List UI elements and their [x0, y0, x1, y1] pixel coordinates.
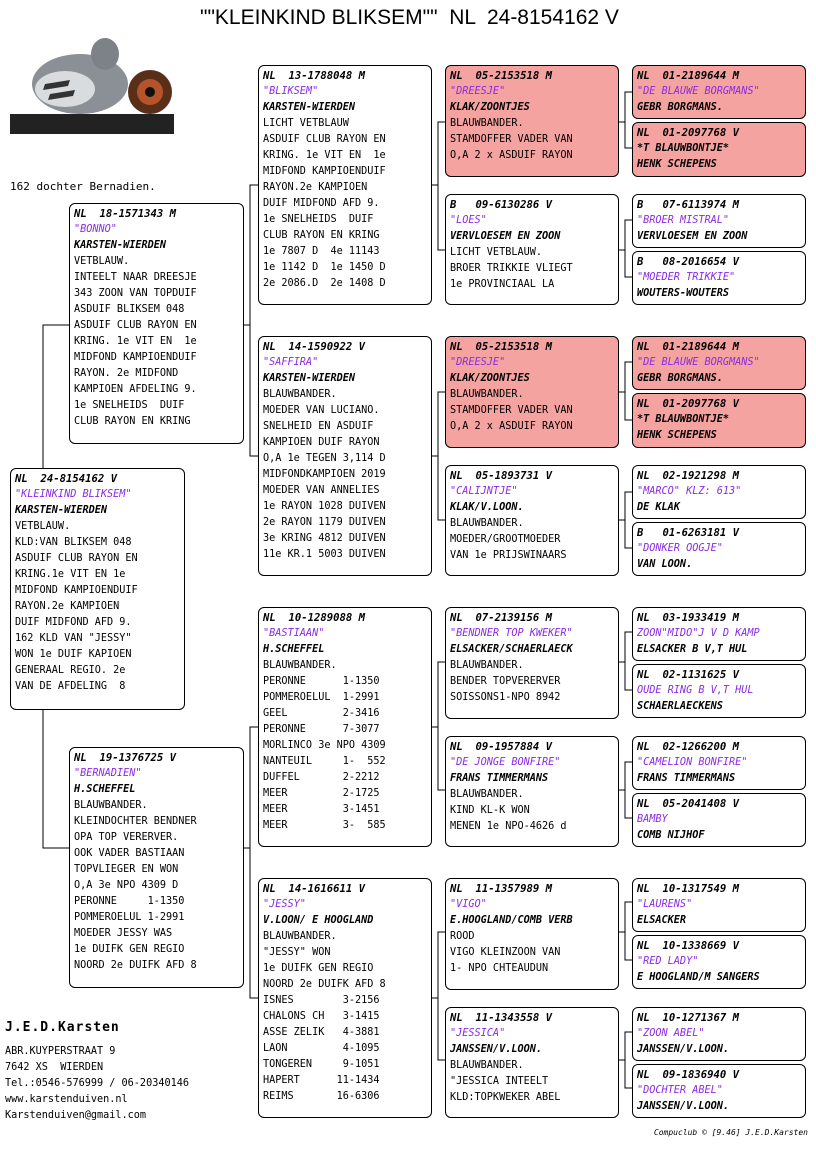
pigeon-name: "DONKER OOGJE" [637, 543, 723, 554]
ring-number: NL 11-1343558 V [450, 1012, 553, 1024]
info-line: KRING.1e VIT EN 1e [15, 569, 126, 580]
info-line: ASDUIF CLUB RAYON EN [74, 320, 197, 331]
info-line: ISNES 3-2156 [263, 995, 380, 1006]
gg-grandparent-card[interactable] [632, 65, 806, 119]
info-line: CHALONS CH 3-1415 [263, 1011, 380, 1022]
dam-card[interactable] [69, 747, 244, 988]
info-line: VETBLAUW. [74, 256, 130, 267]
ring-number: NL 01-2189644 M [637, 341, 740, 353]
great-grandparent-card[interactable] [445, 336, 619, 448]
info-line: 1e PROVINCIAAL LA [450, 279, 555, 290]
ring-number: NL 05-2153518 M [450, 70, 553, 82]
owner: E.HOOGLAND/COMB VERB [450, 915, 573, 926]
gg-grandparent-card[interactable] [632, 793, 806, 847]
info-line: MOEDER/GROOTMOEDER [450, 534, 561, 545]
info-line: KRING. 1e VIT EN 1e [263, 150, 386, 161]
info-line: NANTEUIL 1- 552 [263, 756, 386, 767]
subtitle: 162 dochter Bernadien. [10, 180, 156, 193]
owner: ELSACKER B V,T HUL [637, 644, 748, 655]
ring-number: NL 11-1357989 M [450, 883, 553, 895]
postal-line: 7642 XS WIERDEN [5, 1062, 104, 1073]
pigeon-name: "DOCHTER ABEL" [637, 1085, 723, 1096]
info-line: NOORD 2e DUIFK AFD 8 [263, 979, 386, 990]
pigeon-name: "CAMELION BONFIRE" [637, 757, 748, 768]
gg-grandparent-card[interactable] [632, 194, 806, 248]
email-link[interactable]: Karstenduiven@gmail.com [5, 1110, 147, 1121]
info-line: MIDFOND KAMPIOENDUIF [15, 585, 138, 596]
owner: COMB NIJHOF [637, 830, 705, 841]
website-link[interactable]: www.karstenduiven.nl [5, 1094, 128, 1105]
info-line: 1e DUIFK GEN REGIO [74, 944, 185, 955]
info-line: INTEELT NAAR DREESJE [74, 272, 197, 283]
info-line: KLD:VAN BLIKSEM 048 [15, 537, 132, 548]
great-grandparent-card[interactable] [445, 1007, 619, 1118]
info-line: BLAUWBANDER. [450, 389, 524, 400]
owner: VERVLOESEM EN ZOON [637, 231, 748, 242]
gg-grandparent-card[interactable] [632, 1007, 806, 1061]
info-line: GENERAAL REGIO. 2e [15, 665, 126, 676]
owner: ELSACKER [637, 915, 687, 926]
owner: FRANS TIMMERMANS [637, 773, 736, 784]
info-line: PERONNE 1-1350 [263, 676, 380, 687]
owner: SCHAERLAECKENS [637, 701, 723, 712]
gg-grandparent-card[interactable] [632, 522, 806, 576]
gg-grandparent-card[interactable] [632, 935, 806, 989]
ring-number: NL 01-2189644 M [637, 70, 740, 82]
ring-number: NL 18-1571343 M [74, 208, 177, 220]
ring-number: NL 19-1376725 V [74, 752, 177, 764]
info-line: BLAUWBANDER. [450, 518, 524, 529]
grandparent-card[interactable] [258, 336, 432, 576]
gg-grandparent-card[interactable] [632, 122, 806, 177]
info-line: KAMPIOEN AFDELING 9. [74, 384, 197, 395]
pigeon-name: "BLIKSEM" [263, 86, 319, 97]
owner: VERVLOESEM EN ZOON [450, 231, 561, 242]
info-line: KAMPIOEN DUIF RAYON [263, 437, 380, 448]
ring-number: B 01-6263181 V [637, 527, 740, 539]
pigeon-name: "CALIJNTJE" [450, 486, 518, 497]
info-line: RAYON.2e KAMPIOEN [263, 182, 368, 193]
pigeon-name: "DREESJE" [450, 357, 506, 368]
pigeon-name: "JESSY" [263, 899, 306, 910]
info-line: BLAUWBANDER. [450, 118, 524, 129]
gg-grandparent-card[interactable] [632, 336, 806, 390]
info-line: MIDFOND KAMPIOENDUIF [74, 352, 197, 363]
pigeon-name: ZOON"MIDO"J V D KAMP [637, 628, 760, 639]
info-line: BENDER TOPVERERVER [450, 676, 561, 687]
owner: GEBR BORGMANS. [637, 373, 723, 384]
info-line: PERONNE 1-1350 [74, 896, 185, 907]
info-line: MEER 3-1451 [263, 804, 380, 815]
ring-number: NL 01-2097768 V [637, 398, 740, 410]
pigeon-name: "DE JONGE BONFIRE" [450, 757, 561, 768]
ring-number: NL 09-1836940 V [637, 1069, 740, 1081]
info-line: 2e RAYON 1179 DUIVEN [263, 517, 386, 528]
ring-number: NL 02-1921298 M [637, 470, 740, 482]
info-line: WON 1e DUIF KAPIOEN [15, 649, 132, 660]
ring-number: NL 10-1271367 M [637, 1012, 740, 1024]
owner: E HOOGLAND/M SANGERS [637, 972, 760, 983]
owner: KLAK/ZOONTJES [450, 373, 530, 384]
info-line: REIMS 16-6306 [263, 1091, 380, 1102]
info-line: LICHT VETBLAUW [263, 118, 349, 129]
ring-number: NL 09-1957884 V [450, 741, 553, 753]
gg-grandparent-card[interactable] [632, 664, 806, 718]
info-line: MOEDER VAN ANNELIES [263, 485, 380, 496]
info-line: DUIF MIDFOND AFD 9. [15, 617, 132, 628]
info-line: 3e KRING 4812 DUIVEN [263, 533, 386, 544]
gg-grandparent-card[interactable] [632, 607, 806, 661]
pigeon-name: "BERNADIEN" [74, 768, 142, 779]
owner: DE KLAK [637, 502, 680, 513]
pigeon-name: "KLEINKIND BLIKSEM" [15, 489, 132, 500]
pigeon-name: "BROER MISTRAL" [637, 215, 730, 226]
owner: JANSSEN/V.LOON. [450, 1044, 543, 1055]
info-line: 343 ZOON VAN TOPDUIF [74, 288, 197, 299]
ring-number: NL 07-2139156 M [450, 612, 553, 624]
ring-number: NL 24-8154162 V [15, 473, 118, 485]
info-line: CLUB RAYON EN KRING [74, 416, 191, 427]
ring-number: B 07-6113974 M [637, 199, 740, 211]
owner: WOUTERS-WOUTERS [637, 288, 730, 299]
info-line: VIGO KLEINZOON VAN [450, 947, 561, 958]
pigeon-name: BAMBY [637, 814, 668, 825]
owner: GEBR BORGMANS. [637, 102, 723, 113]
great-grandparent-card[interactable] [445, 194, 619, 305]
gg-grandparent-card[interactable] [632, 736, 806, 790]
info-line: 1e SNELHEIDS DUIF [263, 214, 374, 225]
info-line: SNELHEID EN ASDUIF [263, 421, 374, 432]
info-line: 1e RAYON 1028 DUIVEN [263, 501, 386, 512]
pigeon-name: "LOES" [450, 215, 487, 226]
gg-grandparent-card[interactable] [632, 251, 806, 305]
ring-number: NL 05-2153518 M [450, 341, 553, 353]
info-line: MEER 3- 585 [263, 820, 386, 831]
breeder-name: J.E.D.Karsten [5, 1020, 120, 1035]
page-title: ""KLEINKIND BLIKSEM"" NL 24-8154162 V [200, 6, 619, 29]
ring-number: NL 14-1590922 V [263, 341, 366, 353]
ring-number: NL 13-1788048 M [263, 70, 366, 82]
info-line: VAN DE AFDELING 8 [15, 681, 126, 692]
ring-number: NL 14-1616611 V [263, 883, 366, 895]
owner: H.SCHEFFEL [74, 784, 136, 795]
info-line: 1- NPO CHTEAUDUN [450, 963, 549, 974]
grandparent-card[interactable] [258, 65, 432, 305]
ring-number: NL 03-1933419 M [637, 612, 740, 624]
pigeon-photo [10, 14, 174, 134]
sire-card[interactable] [69, 203, 244, 444]
gg-grandparent-card[interactable] [632, 1064, 806, 1118]
info-line: KRING. 1e VIT EN 1e [74, 336, 197, 347]
info-line: KLD:TOPKWEKER ABEL [450, 1092, 561, 1103]
ring-number: NL 02-1266200 M [637, 741, 740, 753]
info-line: DUFFEL 2-2212 [263, 772, 380, 783]
info-line: MIDFONDKAMPIOEN 2019 [263, 469, 386, 480]
info-line: BLAUWBANDER. [74, 800, 148, 811]
info-line: BLAUWBANDER. [263, 389, 337, 400]
ring-number: NL 05-2041408 V [637, 798, 740, 810]
info-line: NOORD 2e DUIFK AFD 8 [74, 960, 197, 971]
pigeon-name: "BENDNER TOP KWEKER" [450, 628, 573, 639]
great-grandparent-card[interactable] [445, 65, 619, 177]
grandparent-card[interactable] [258, 878, 432, 1118]
owner: *T BLAUWBONTJE* [637, 414, 730, 425]
info-line: 162 KLD VAN "JESSY" [15, 633, 132, 644]
info-line: "JESSICA INTEELT [450, 1076, 549, 1087]
info-line: MOEDER JESSY WAS [74, 928, 173, 939]
info-line: MOEDER VAN LUCIANO. [263, 405, 380, 416]
info-line: STAMDOFFER VADER VAN [450, 134, 573, 145]
pigeon-name: "RED LADY" [637, 956, 699, 967]
info-line: LAON 4-1095 [263, 1043, 380, 1054]
info-line: BLAUWBANDER. [450, 789, 524, 800]
pigeon-name: "BASTIAAN" [263, 628, 325, 639]
info-line: RAYON.2e KAMPIOEN [15, 601, 120, 612]
ring-number: B 09-6130286 V [450, 199, 553, 211]
ring-number: NL 02-1131625 V [637, 669, 740, 681]
pigeon-name: "MOEDER TRIKKIE" [637, 272, 736, 283]
info-line: TOPVLIEGER EN WON [74, 864, 179, 875]
pigeon-name: "DE BLAUWE BORGMANS" [637, 86, 760, 97]
info-line: MENEN 1e NPO-4626 d [450, 821, 567, 832]
info-line: O,A 1e TEGEN 3,114 D [263, 453, 386, 464]
software-credit: Compuclub © [9.46] J.E.D.Karsten [653, 1128, 808, 1137]
pigeon-name: "SAFFIRA" [263, 357, 319, 368]
info-line: RAYON. 2e MIDFOND [74, 368, 179, 379]
info-line: TONGEREN 9-1051 [263, 1059, 380, 1070]
great-grandparent-card[interactable] [445, 607, 619, 719]
owner: V.LOON/ E HOOGLAND [263, 915, 374, 926]
pigeon-name: "LAURENS" [637, 899, 693, 910]
info-line: 1e 1142 D 1e 1450 D [263, 262, 386, 273]
info-line: ASDUIF CLUB RAYON EN [263, 134, 386, 145]
info-line: ASDUIF BLIKSEM 048 [74, 304, 185, 315]
owner: KLAK/ZOONTJES [450, 102, 530, 113]
info-line: OPA TOP VERERVER. [74, 832, 179, 843]
info-line: "JESSY" WON [263, 947, 331, 958]
pigeon-name: "DREESJE" [450, 86, 506, 97]
info-line: DUIF MIDFOND AFD 9. [263, 198, 380, 209]
ring-number: NL 10-1317549 M [637, 883, 740, 895]
pigeon-name: "JESSICA" [450, 1028, 506, 1039]
info-line: VAN 1e PRIJSWINAARS [450, 550, 567, 561]
ring-number: NL 01-2097768 V [637, 127, 740, 139]
grandparent-card[interactable] [258, 607, 432, 847]
great-grandparent-card[interactable] [445, 465, 619, 576]
address-line: ABR.KUYPERSTRAAT 9 [5, 1046, 116, 1057]
owner-secondary: HENK SCHEPENS [637, 159, 717, 170]
owner: H.SCHEFFEL [263, 644, 325, 655]
info-line: O,A 2 x ASDUIF RAYON [450, 421, 573, 432]
pigeon-name: "VIGO" [450, 899, 487, 910]
gg-grandparent-card[interactable] [632, 878, 806, 932]
info-line: HAPERT 11-1434 [263, 1075, 380, 1086]
owner: KARSTEN-WIERDEN [15, 505, 108, 516]
gg-grandparent-card[interactable] [632, 465, 806, 519]
great-grandparent-card[interactable] [445, 878, 619, 990]
info-line: KIND KL-K WON [450, 805, 530, 816]
owner: FRANS TIMMERMANS [450, 773, 549, 784]
info-line: VETBLAUW. [15, 521, 71, 532]
info-line: MORLINCO 3e NPO 4309 [263, 740, 386, 751]
info-line: 1e SNELHEIDS DUIF [74, 400, 185, 411]
ring-number: NL 10-1289088 M [263, 612, 366, 624]
ring-number: NL 05-1893731 V [450, 470, 553, 482]
info-line: BLAUWBANDER. [263, 931, 337, 942]
info-line: MEER 2-1725 [263, 788, 380, 799]
phone-line: Tel.:0546-576999 / 06-20340146 [5, 1078, 190, 1089]
info-line: MIDFOND KAMPIOENDUIF [263, 166, 386, 177]
ring-number: NL 10-1338669 V [637, 940, 740, 952]
breeder-contact [5, 1044, 189, 1124]
info-line: OOK VADER BASTIAAN [74, 848, 185, 859]
info-line: STAMDOFFER VADER VAN [450, 405, 573, 416]
info-line: BLAUWBANDER. [263, 660, 337, 671]
info-line: ROOD [450, 931, 475, 942]
great-grandparent-card[interactable] [445, 736, 619, 847]
owner: KARSTEN-WIERDEN [263, 102, 356, 113]
info-line: 11e KR.1 5003 DUIVEN [263, 549, 386, 560]
info-line: SOISSONS1-NPO 8942 [450, 692, 561, 703]
info-line: O,A 2 x ASDUIF RAYON [450, 150, 573, 161]
owner: KLAK/V.LOON. [450, 502, 524, 513]
owner: VAN LOON. [637, 559, 693, 570]
info-line: CLUB RAYON EN KRING [263, 230, 380, 241]
owner: KARSTEN-WIERDEN [74, 240, 167, 251]
info-line: BLAUWBANDER. [450, 660, 524, 671]
pigeon-name: "MARCO" KLZ: 613" [637, 486, 742, 497]
info-line: GEEL 2-3416 [263, 708, 380, 719]
info-line: 1e DUIFK GEN REGIO [263, 963, 374, 974]
info-line: 2e 2086.D 2e 1408 D [263, 278, 386, 289]
info-line: ASSE ZELIK 4-3881 [263, 1027, 380, 1038]
info-line: KLEINDOCHTER BENDNER [74, 816, 197, 827]
info-line: PERONNE 7-3077 [263, 724, 380, 735]
info-line: POMMEROELUL 1-2991 [263, 692, 380, 703]
info-line: O,A 3e NPO 4309 D [74, 880, 179, 891]
owner: *T BLAUWBONTJE* [637, 143, 730, 154]
pigeon-name: "DE BLAUWE BORGMANS" [637, 357, 760, 368]
info-line: BLAUWBANDER. [450, 1060, 524, 1071]
subject-card[interactable] [10, 468, 185, 710]
owner: JANSSEN/V.LOON. [637, 1044, 730, 1055]
ring-number: B 08-2016654 V [637, 256, 740, 268]
pigeon-name: OUDE RING B V,T HUL [637, 685, 754, 696]
info-line: ASDUIF CLUB RAYON EN [15, 553, 138, 564]
info-line: POMMEROELUL 1-2991 [74, 912, 185, 923]
info-line: BROER TRIKKIE VLIEGT [450, 263, 573, 274]
pigeon-name: "BONNO" [74, 224, 117, 235]
owner: KARSTEN-WIERDEN [263, 373, 356, 384]
gg-grandparent-card[interactable] [632, 393, 806, 448]
info-line: 1e 7807 D 4e 11143 [263, 246, 380, 257]
owner: JANSSEN/V.LOON. [637, 1101, 730, 1112]
owner-secondary: HENK SCHEPENS [637, 430, 717, 441]
pigeon-name: "ZOON ABEL" [637, 1028, 705, 1039]
owner: ELSACKER/SCHAERLAECK [450, 644, 573, 655]
info-line: LICHT VETBLAUW. [450, 247, 543, 258]
